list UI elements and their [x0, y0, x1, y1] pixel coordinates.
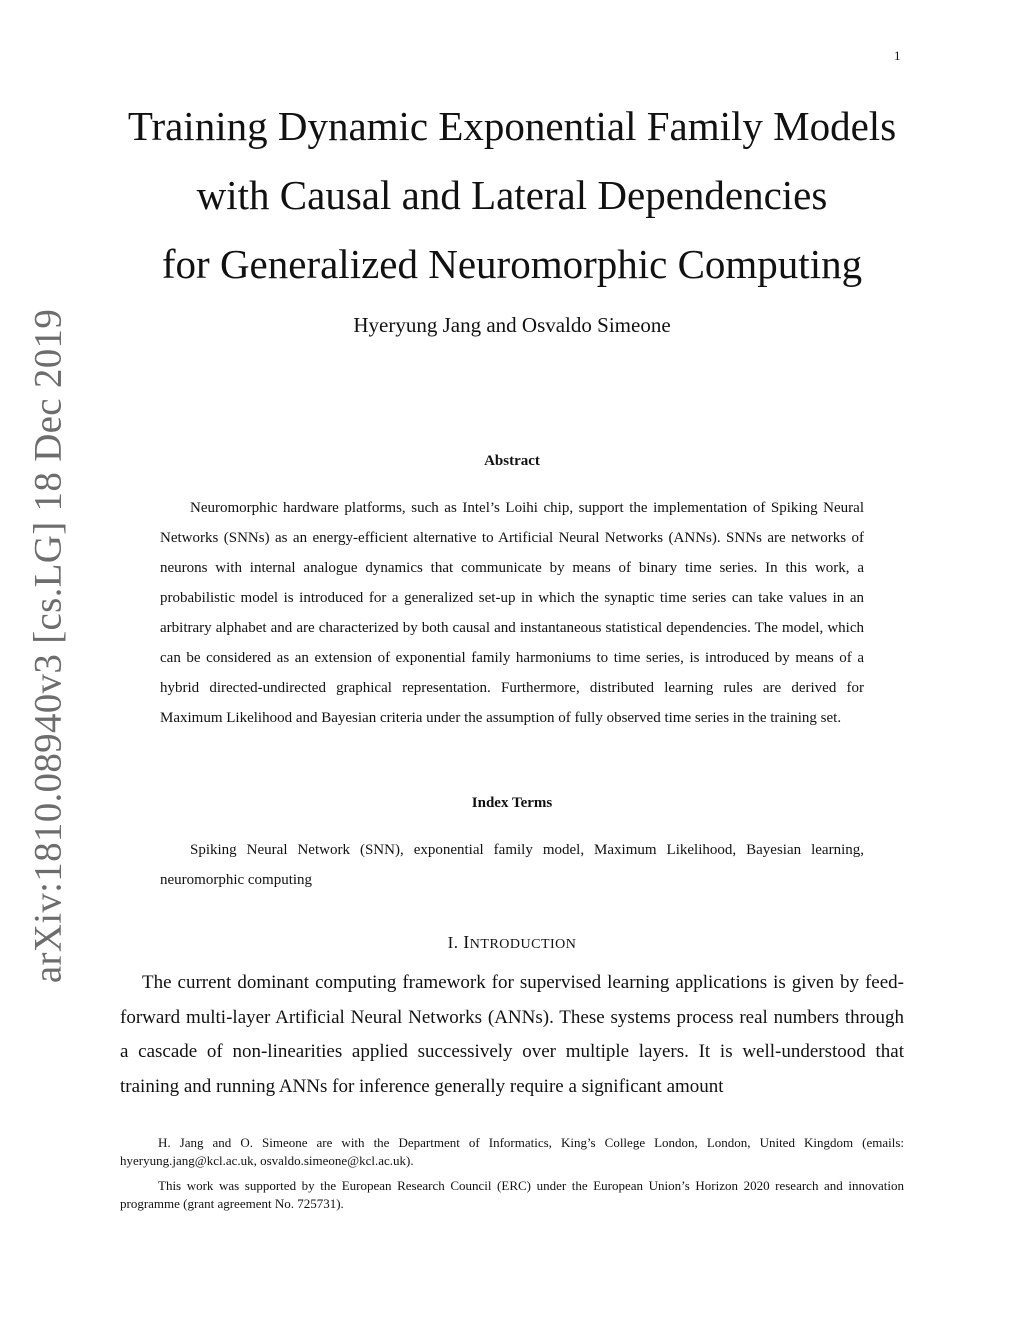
title-line-3: for Generalized Neuromorphic Computing — [161, 241, 863, 287]
index-terms-text: Spiking Neural Network (SNN), exponential family model, Maximum Likelihood, Bayesian learning, neuromorphic computing — [160, 842, 864, 888]
introduction-numeral: I. — [447, 933, 459, 952]
title-line-1: Training Dynamic Exponential Family Models — [127, 103, 897, 149]
introduction-heading-initial: I — [463, 932, 470, 952]
index-terms-heading: Index Terms — [471, 795, 553, 811]
footnote-affiliation: H. Jang and O. Simeone are with the Department of Informatics, King’s College London, London, United Kingdom (emails: hyeryung.jang@kcl.ac.uk, osvaldo.simeone@kcl.ac.uk). — [120, 1135, 904, 1168]
footnotes — [120, 1134, 904, 1220]
page-number: 1 — [894, 48, 901, 63]
introduction-heading — [0, 932, 1024, 953]
arxiv-identifier: arXiv:1810.08940v3 [cs.LG] 18 Dec 2019 — [26, 308, 70, 984]
introduction-heading-rest: NTRODUCTION — [469, 937, 577, 952]
footnote-funding: This work was supported by the European Research Council (ERC) under the European Union’s Horizon 2020 research and innovation programme (grant agreement No. 725731). — [120, 1178, 904, 1211]
abstract-heading: Abstract — [484, 453, 540, 469]
title-line-2: with Causal and Lateral Dependencies — [196, 172, 828, 218]
paper-title — [0, 92, 1024, 299]
abstract-text: Neuromorphic hardware platforms, such as Intel’s Loihi chip, support the implementation of Spiking Neural Networks (SNNs) as an energy-efficient alternative to Artificial Neural Networks (ANNs). SNNs are networks of neurons with internal analogue dynamics that communicate by means of binary time series. In this work, a probabilistic model is introduced for a generalized set-up in which the synaptic time series can take values in an arbitrary alphabet and are characterized by both causal and instantaneous statistical dependencies. The model, which can be considered as an extension of exponential family harmoniums to time series, is introduced by means of a hybrid directed-undirected graphical representation. Furthermore, distributed learning rules are derived for Maximum Likelihood and Bayesian criteria under the assumption of fully observed time series in the training set. — [160, 500, 864, 726]
introduction-text: The current dominant computing framework for supervised learning applications is given by feed-forward multi-layer Artificial Neural Networks (ANNs). These systems process real numbers through a cascade of non-linearities applied successively over multiple layers. It is well-understood that training and running ANNs for inference generally require a significant amount — [120, 972, 904, 1097]
authors: Hyeryung Jang and Osvaldo Simeone — [353, 313, 671, 337]
